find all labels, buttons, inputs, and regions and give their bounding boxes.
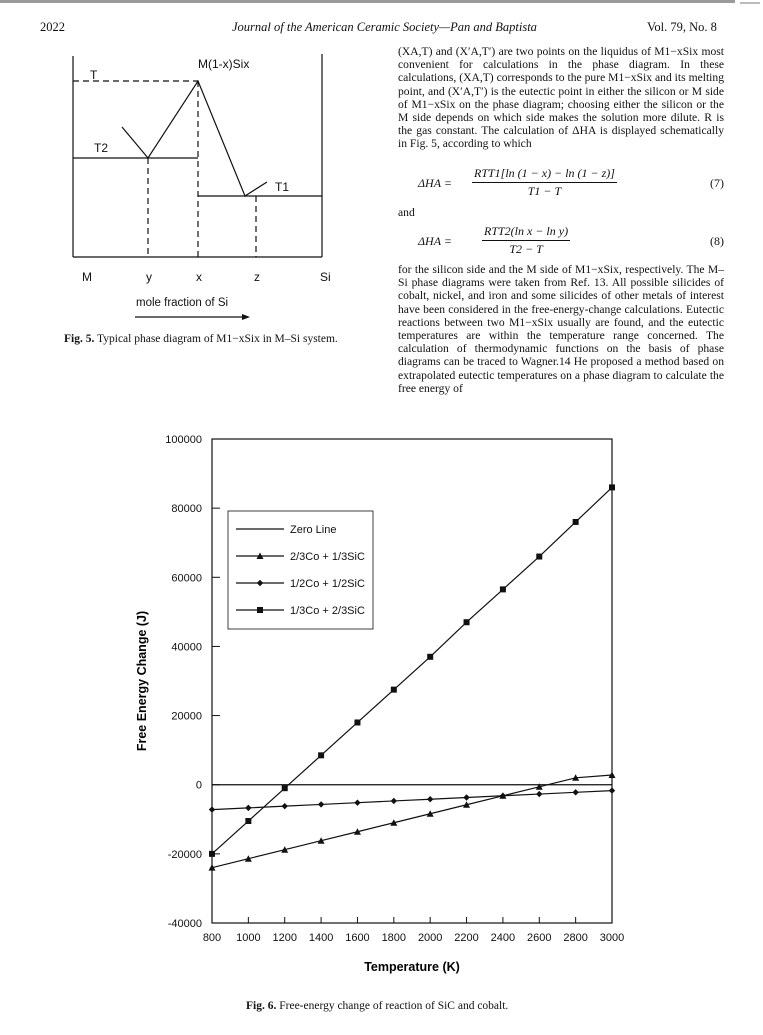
- series-2-point: [463, 794, 469, 800]
- page-top-rule-dash: [740, 2, 760, 4]
- series-2-point: [572, 789, 578, 795]
- and-text: and: [398, 206, 415, 219]
- y-tick-label: 100000: [165, 434, 202, 446]
- eq8-denominator: T2 − T: [509, 242, 543, 256]
- y-tick-label: 40000: [171, 641, 202, 654]
- series-3-point: [427, 654, 433, 660]
- series-3-point: [536, 554, 542, 560]
- series-line-1: [212, 775, 612, 868]
- fig5-phase-diagram: [60, 46, 350, 326]
- x-tick-label: 1200: [272, 932, 297, 944]
- fig5-compound-label: M(1-x)Six: [198, 57, 250, 71]
- x-tick-label: 1000: [236, 932, 261, 944]
- eq7-denominator: T1 − T: [527, 184, 562, 198]
- volume-info: Vol. 79, No. 8: [647, 20, 717, 34]
- eq8-lhs: ΔHA =: [418, 234, 452, 248]
- series-3-point: [500, 586, 506, 592]
- series-3-point: [573, 519, 579, 525]
- x-tick-label: 800: [202, 932, 222, 944]
- series-2-point: [536, 791, 542, 797]
- series-2-point: [427, 796, 433, 802]
- fig6-caption-text: Free-energy change of reaction of SiC and cobalt.: [279, 1000, 509, 1012]
- series-3-point: [609, 484, 615, 490]
- x-tick-label: 1600: [345, 932, 370, 944]
- series-3-point: [464, 619, 470, 625]
- x-tick-label: 2600: [527, 932, 552, 944]
- series-2-point: [209, 806, 215, 812]
- page-top-rule: [0, 0, 735, 3]
- y-tick-label: -40000: [167, 918, 202, 930]
- fig5-liquidus: [122, 81, 267, 196]
- chart-ylabel: Free Energy Change (J): [135, 610, 149, 752]
- series-2-point: [391, 798, 397, 804]
- chart-xlabel: Temperature (K): [364, 960, 460, 974]
- series-3-point: [282, 785, 288, 791]
- journal-title: Journal of the American Ceramic Society—Pan and Baptista: [232, 20, 537, 34]
- fig6-chart: [120, 425, 640, 995]
- fig5-caption: [64, 333, 338, 345]
- page-number: 2022: [40, 20, 65, 34]
- x-tick-label: 1400: [308, 932, 334, 944]
- x-tick-label: 2400: [490, 932, 516, 944]
- legend-marker-3: [257, 607, 263, 613]
- fig6-caption: [246, 1000, 508, 1012]
- x-tick-label: 2800: [563, 932, 588, 944]
- legend-label-1: 2/3Co + 1/3SiC: [290, 551, 365, 563]
- legend-label-3: 1/3Co + 2/3SiC: [290, 605, 365, 617]
- body-paragraph-2: [398, 263, 724, 395]
- fig5-x-label: x: [196, 270, 202, 284]
- legend-label-2: 1/2Co + 1/2SiC: [290, 578, 365, 590]
- series-3-point: [245, 818, 251, 824]
- fig5-caption-label: Fig. 5.: [64, 333, 95, 345]
- body-paragraph-2-text: for the silicon side and the M side of M1−xSix, respectively. The M–Si phase diagrams were taken from Ref. 13. All possible silicides of cobalt, nickel, and iron and some silicides of other metals of interest have been considered in the free-energy-change calculations. Eutectic reactions between two M1−xSix usually are found, and the eutectic temperatures are within the temperature range concerned. The calculation of thermodynamic functions on the basis of phase diagrams can be traced to Wagner.14 He proposed a method based on extrapolated eutectic temperatures on a phase diagram to calculate the free energy of: [398, 263, 724, 395]
- series-2-point: [354, 799, 360, 805]
- eq8-numerator: RTT2(ln x − ln y): [482, 224, 570, 241]
- equation-7: [398, 166, 724, 200]
- eq7-lhs: ΔHA =: [418, 176, 452, 190]
- x-tick-label: 1800: [381, 932, 407, 944]
- fig5-arrow-head: [242, 314, 250, 320]
- y-tick-label: 60000: [171, 572, 202, 585]
- y-tick-label: 20000: [171, 710, 202, 723]
- fig5-Si-label: Si: [320, 270, 331, 284]
- series-3-point: [318, 752, 324, 758]
- body-paragraph-1-text: (XA,T) and (X′A,T′) are two points on the liquidus of M1−xSix most convenient for calculations in the phase diagram. In these calculations, (XA,T) corresponds to the pure M1−xSix and its melting point, and (X′A,T′) is the eutectic point in either the silicon or M side of M1−xSix on the phase diagram; choosing either the silicon or the M side depends on which side makes the solution more dilute. R is the gas constant. The calculation of ΔHA is displayed schematically in Fig. 5, according to which: [398, 45, 724, 151]
- y-tick-label: -20000: [167, 848, 202, 861]
- fig5-z-label: z: [254, 270, 260, 284]
- eq7-number: (7): [710, 176, 724, 190]
- fig5-T-label: T: [90, 68, 98, 82]
- series-3-point: [354, 719, 360, 725]
- fig5-axis-label: mole fraction of Si: [136, 297, 229, 309]
- y-tick-label: 0: [195, 779, 202, 792]
- fig6-caption-label: Fig. 6.: [246, 1000, 277, 1012]
- body-paragraph-1: [398, 45, 724, 151]
- x-tick-label: 2000: [417, 932, 443, 944]
- eq8-number: (8): [710, 234, 724, 248]
- series-2-point: [282, 803, 288, 809]
- x-tick-label: 2200: [454, 932, 479, 944]
- fig5-caption-text: Typical phase diagram of M1−xSix in M–Si system.: [97, 333, 338, 345]
- fig5-M-label: M: [82, 270, 92, 284]
- eq7-numerator: RTT1[ln (1 − x) − ln (1 − z)]: [472, 166, 617, 183]
- x-tick-label: 3000: [599, 932, 625, 944]
- legend-label-0: Zero Line: [290, 524, 337, 536]
- y-tick-label: 80000: [171, 503, 202, 516]
- series-2-point: [245, 805, 251, 811]
- fig5-T2-label: T2: [94, 141, 109, 155]
- series-3-point: [391, 687, 397, 693]
- equation-8: [398, 224, 724, 258]
- series-2-point: [318, 801, 324, 807]
- fig5-T1-label: T1: [275, 180, 290, 194]
- fig5-y-label: y: [146, 270, 152, 284]
- series-2-point: [609, 787, 615, 793]
